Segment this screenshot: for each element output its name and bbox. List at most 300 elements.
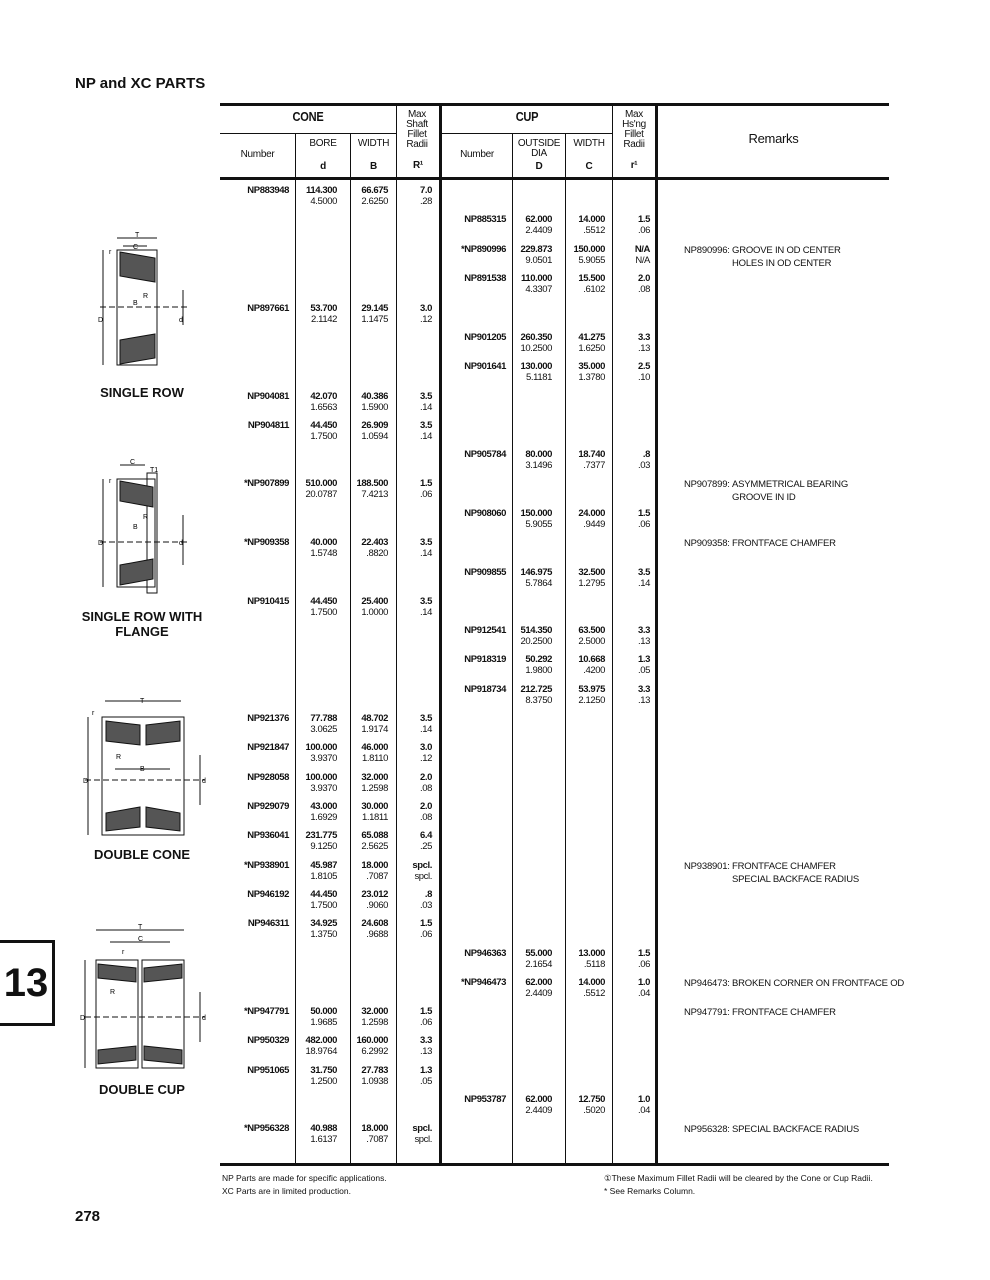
cone-width-cell <box>361 801 388 823</box>
remark <box>684 244 841 270</box>
housing-fillet-radius-mm: 1.0 <box>637 977 650 988</box>
cone-width-symbol: B <box>370 161 377 172</box>
cup-width-cell <box>578 273 605 295</box>
remark <box>684 537 836 550</box>
bore-mm: 231.775 <box>305 830 337 841</box>
remarks-header: Remarks <box>748 131 799 146</box>
cup-width-mm: 18.740 <box>578 449 605 460</box>
dim-label: r <box>109 249 112 256</box>
cone-width-cell <box>361 742 388 764</box>
shaft-fillet-radius-cell <box>420 478 432 500</box>
cup-number: NP912541 <box>464 625 506 636</box>
dim-label: T1 <box>150 467 159 474</box>
housing-fillet-symbol: r¹ <box>630 160 638 171</box>
bore-cell <box>310 918 337 940</box>
dim-label: T <box>138 924 143 931</box>
cup-number: NP918734 <box>464 684 506 695</box>
cup-width-header: WIDTH <box>573 138 605 149</box>
shaft-fillet-radius-inch: .14 <box>419 402 432 413</box>
shaft-fillet-radius-mm: 1.5 <box>419 478 432 489</box>
remark-text: HOLES IN OD CENTER <box>732 258 832 269</box>
bore-cell <box>310 391 337 413</box>
diagram-label: DOUBLE CUP <box>99 1082 185 1097</box>
cone-width-cell <box>356 1035 388 1057</box>
column-divider <box>396 104 397 1165</box>
shaft-fillet-radius-mm: 3.5 <box>419 391 432 402</box>
shaft-fillet-radius-inch: .14 <box>419 431 432 442</box>
outside-dia-cell <box>520 625 552 647</box>
remark-text: FRONTFACE CHAMFER <box>732 538 836 549</box>
bore-cell <box>310 1065 337 1087</box>
shaft-fillet-radius-inch: .25 <box>419 841 432 852</box>
cup-number: NP908060 <box>464 508 506 519</box>
outside-dia-cell <box>525 1094 552 1116</box>
housing-fillet-radius-cell <box>638 332 650 354</box>
single-row-flange-bearing-diagram <box>95 455 195 605</box>
housing-fillet-radius-cell <box>638 1094 650 1116</box>
cup-width-cell <box>573 244 605 266</box>
outside-dia-header: OUTSIDE DIA <box>517 138 561 159</box>
outside-dia-inch: 9.0501 <box>525 255 552 266</box>
cup-width-cell <box>578 684 605 706</box>
cup-number: NP885315 <box>464 214 506 225</box>
cone-width-inch: 1.0000 <box>361 607 388 618</box>
outside-dia-inch: 2.4409 <box>525 225 552 236</box>
bore-symbol: d <box>320 161 326 172</box>
cup-width-mm: 32.500 <box>578 567 605 578</box>
dim-label: r <box>122 949 125 956</box>
cup-width-cell <box>578 625 605 647</box>
shaft-fillet-radius-cell <box>420 391 432 413</box>
shaft-fillet-radius-inch: .14 <box>419 548 432 559</box>
shaft-fillet-radius-mm: 1.3 <box>419 1065 432 1076</box>
cone-width-mm: 29.145 <box>361 303 388 314</box>
dim-label: R <box>143 293 149 300</box>
remark-part-number: NP909358: <box>684 538 730 549</box>
outside-dia-mm: 62.000 <box>525 977 552 988</box>
cup-width-inch: .5020 <box>583 1105 605 1116</box>
shaft-fillet-radius-inch: spcl. <box>414 1134 432 1145</box>
cup-number: *NP890996 <box>461 244 506 255</box>
outside-dia-mm: 110.000 <box>520 273 552 284</box>
cone-width-inch: 1.0594 <box>361 431 388 442</box>
cup-width-mm: 63.500 <box>578 625 605 636</box>
outside-dia-inch: 4.3307 <box>525 284 552 295</box>
column-divider <box>295 134 296 1164</box>
housing-fillet-radius-inch: .14 <box>637 578 650 589</box>
cone-width-inch: 1.2598 <box>361 783 388 794</box>
bore-inch: 18.9764 <box>305 1046 337 1057</box>
bore-mm: 44.450 <box>310 420 337 431</box>
cone-number: NP946192 <box>247 889 289 900</box>
cone-number: NP951065 <box>247 1065 289 1076</box>
housing-fillet-radius-inch: N/A <box>635 255 650 266</box>
outside-dia-inch: 5.9055 <box>525 519 552 530</box>
housing-fillet-radius-cell <box>638 273 650 295</box>
bore-inch: 1.6563 <box>310 402 337 413</box>
double-cup-bearing-diagram <box>80 922 210 1077</box>
cone-number: NP904811 <box>247 420 289 431</box>
bore-inch: 9.1250 <box>310 841 337 852</box>
cone-width-cell <box>361 303 388 325</box>
bore-inch: 20.0787 <box>305 489 337 500</box>
remark <box>684 1006 836 1019</box>
outside-dia-mm: 150.000 <box>520 508 552 519</box>
cup-width-inch: .5512 <box>583 225 605 236</box>
cone-width-cell <box>361 889 388 911</box>
bore-cell <box>310 1123 337 1145</box>
outside-dia-cell <box>520 684 552 706</box>
remark-text: GROOVE IN OD CENTER <box>732 245 841 256</box>
cup-width-inch: .4200 <box>583 665 605 676</box>
cone-number: NP921376 <box>247 713 289 724</box>
cup-number: NP953787 <box>464 1094 506 1105</box>
bore-mm: 31.750 <box>310 1065 337 1076</box>
cup-width-symbol: C <box>585 161 593 172</box>
housing-fillet-radius-mm: 1.5 <box>637 948 650 959</box>
cup-width-mm: 14.000 <box>578 214 605 225</box>
remark-part-number: NP938901: <box>684 861 730 872</box>
bore-inch: 3.9370 <box>310 753 337 764</box>
dim-label: d <box>202 1015 206 1022</box>
bore-cell <box>310 303 337 325</box>
shaft-fillet-radius-mm: 3.5 <box>419 596 432 607</box>
cone-number: NP936041 <box>247 830 289 841</box>
housing-fillet-radius-cell <box>638 654 650 676</box>
bore-inch: 4.5000 <box>310 196 337 207</box>
remark-text: GROOVE IN ID <box>732 492 796 503</box>
bore-cell <box>310 1006 337 1028</box>
dim-label: d <box>202 778 206 785</box>
shaft-fillet-radius-inch: .08 <box>419 783 432 794</box>
dim-label: C <box>138 936 144 943</box>
bore-mm: 42.070 <box>310 391 337 402</box>
shaft-fillet-radius-inch: .06 <box>419 489 432 500</box>
bore-mm: 40.000 <box>310 537 337 548</box>
cone-number: *NP909358 <box>244 537 289 548</box>
housing-fillet-radius-mm: 3.3 <box>637 332 650 343</box>
cup-width-inch: .6102 <box>583 284 605 295</box>
shaft-fillet-radius-inch: .14 <box>419 724 432 735</box>
bore-cell <box>305 772 337 794</box>
cone-width-mm: 18.000 <box>361 1123 388 1134</box>
shaft-fillet-radius-mm: spcl. <box>412 1123 432 1134</box>
shaft-fillet-radius-mm: 3.5 <box>419 420 432 431</box>
cone-width-inch: 1.9174 <box>361 724 388 735</box>
page-title: NP and XC PARTS <box>75 75 206 92</box>
cup-number-header: Number <box>460 149 494 160</box>
bore-inch: 1.5748 <box>310 548 337 559</box>
column-divider <box>612 104 613 1165</box>
cup-width-cell <box>578 508 605 530</box>
bore-mm: 45.987 <box>310 860 337 871</box>
footnote-line: NP Parts are made for specific applications. <box>222 1173 387 1183</box>
bore-mm: 40.988 <box>310 1123 337 1134</box>
table-bottom-rule <box>220 1163 889 1166</box>
dim-label: D <box>80 1015 86 1022</box>
outside-dia-mm: 229.873 <box>520 244 552 255</box>
cone-number: NP883948 <box>247 185 289 196</box>
cup-width-inch: 2.1250 <box>578 695 605 706</box>
bore-mm: 510.000 <box>305 478 337 489</box>
shaft-fillet-radius-mm: spcl. <box>412 860 432 871</box>
shaft-fillet-radius-mm: 1.5 <box>419 918 432 929</box>
dim-label: C <box>130 459 136 466</box>
cup-width-cell <box>578 332 605 354</box>
housing-fillet-radius-cell <box>638 684 650 706</box>
bore-inch: 1.6137 <box>310 1134 337 1145</box>
column-divider <box>565 134 566 1164</box>
dim-label: R <box>116 754 122 761</box>
remark-text: ASYMMETRICAL BEARING <box>732 479 849 490</box>
outside-dia-mm: 514.350 <box>520 625 552 636</box>
column-divider <box>512 134 513 1164</box>
cone-number: NP921847 <box>247 742 289 753</box>
cone-width-mm: 26.909 <box>361 420 388 431</box>
shaft-fillet-radius-inch: .05 <box>419 1076 432 1087</box>
remark-text: BROKEN CORNER ON FRONTFACE OD <box>732 978 905 989</box>
cone-width-inch: 2.5625 <box>361 841 388 852</box>
cup-width-cell <box>578 1094 605 1116</box>
cup-width-inch: .9449 <box>583 519 605 530</box>
cone-width-inch: 1.1475 <box>361 314 388 325</box>
cone-width-inch: 7.4213 <box>361 489 388 500</box>
bore-cell <box>310 801 337 823</box>
cup-width-cell <box>578 948 605 970</box>
shaft-fillet-radius-mm: 3.5 <box>419 537 432 548</box>
shaft-fillet-radius-cell <box>420 801 432 823</box>
cone-number-header: Number <box>240 149 275 160</box>
cone-width-header: WIDTH <box>357 138 390 149</box>
cone-width-cell <box>361 391 388 413</box>
outside-dia-mm: 50.292 <box>525 654 552 665</box>
footnote-line: ①These Maximum Fillet Radii will be cleared by the Cone or Cup Radii. <box>604 1173 873 1183</box>
remark-text: SPECIAL BACKFACE RADIUS <box>732 1124 860 1135</box>
shaft-fillet-radius-inch: .13 <box>419 1046 432 1057</box>
outside-dia-cell <box>525 948 552 970</box>
outside-dia-cell <box>525 214 552 236</box>
housing-fillet-radius-mm: 2.0 <box>637 273 650 284</box>
remark-part-number: NP907899: <box>684 479 730 490</box>
dim-label: T <box>140 698 145 705</box>
shaft-fillet-radius-cell <box>420 537 432 559</box>
od-symbol: D <box>535 161 543 172</box>
housing-fillet-radius-mm: 1.0 <box>637 1094 650 1105</box>
outside-dia-cell <box>520 508 552 530</box>
cone-width-cell <box>356 478 388 500</box>
dim-label: d <box>179 540 183 547</box>
housing-fillet-radius-cell <box>638 948 650 970</box>
outside-dia-inch: 3.1496 <box>525 460 552 471</box>
cone-number: NP929079 <box>247 801 289 812</box>
bore-mm: 114.300 <box>305 185 337 196</box>
table-top-rule <box>220 103 889 106</box>
shaft-fillet-radius-mm: 2.0 <box>419 772 432 783</box>
bore-header: BORE <box>309 138 337 149</box>
bore-inch: 2.1142 <box>311 314 337 325</box>
cup-width-inch: 1.3780 <box>578 372 605 383</box>
outside-dia-cell <box>521 273 552 295</box>
cone-width-cell <box>361 1006 388 1028</box>
cone-width-mm: 32.000 <box>361 1006 388 1017</box>
housing-fillet-radius-inch: .04 <box>637 1105 650 1116</box>
shaft-fillet-radius-mm: 3.3 <box>419 1035 432 1046</box>
housing-fillet-radius-mm: 1.3 <box>637 654 650 665</box>
dim-label: T <box>135 232 140 239</box>
outside-dia-cell <box>525 977 552 999</box>
remark <box>684 1123 859 1136</box>
shaft-fillet-radius-inch: spcl. <box>414 871 432 882</box>
cup-header: CUP <box>515 109 539 124</box>
cup-number: NP946363 <box>464 948 506 959</box>
cone-width-mm: 27.783 <box>361 1065 388 1076</box>
bore-mm: 34.925 <box>310 918 337 929</box>
max-shaft-fillet-header: Max Shaft Fillet Radii <box>406 109 428 150</box>
cup-width-inch: 5.9055 <box>578 255 605 266</box>
cup-width-mm: 150.000 <box>573 244 605 255</box>
footnote-line: XC Parts are in limited production. <box>222 1186 351 1196</box>
cone-width-mm: 160.000 <box>356 1035 388 1046</box>
bore-mm: 53.700 <box>310 303 337 314</box>
shaft-fillet-radius-inch: .12 <box>419 753 432 764</box>
shaft-fillet-radius-mm: 7.0 <box>419 185 432 196</box>
cup-number: NP905784 <box>464 449 506 460</box>
cone-width-inch: 2.6250 <box>361 196 388 207</box>
cup-number: NP891538 <box>464 273 506 284</box>
cone-width-cell <box>361 713 388 735</box>
cone-width-cell <box>361 185 388 207</box>
footnote-right <box>604 1172 873 1198</box>
cone-width-cell <box>361 537 388 559</box>
column-divider <box>350 134 351 1164</box>
cone-width-inch: 1.2598 <box>361 1017 388 1028</box>
cup-width-mm: 53.975 <box>578 684 605 695</box>
bore-cell <box>310 713 337 735</box>
bore-cell <box>305 830 337 852</box>
outside-dia-inch: 10.2500 <box>520 343 552 354</box>
bore-mm: 100.000 <box>305 772 337 783</box>
shaft-fillet-radius-mm: 3.0 <box>419 742 432 753</box>
outside-dia-cell <box>520 567 552 589</box>
cone-number: NP946311 <box>247 918 289 929</box>
cup-width-mm: 10.668 <box>578 654 605 665</box>
cup-width-cell <box>578 361 605 383</box>
shaft-fillet-radius-cell <box>420 303 432 325</box>
cone-width-inch: 1.1811 <box>362 812 388 823</box>
cone-number: *NP938901 <box>244 860 289 871</box>
cone-width-inch: 6.2992 <box>361 1046 388 1057</box>
dim-label: B <box>133 300 138 307</box>
cone-width-inch: 1.0938 <box>361 1076 388 1087</box>
cup-number: NP901205 <box>464 332 506 343</box>
shaft-fillet-radius-cell <box>420 1065 432 1087</box>
dim-label: C <box>133 244 139 251</box>
shaft-fillet-radius-mm: 1.5 <box>419 1006 432 1017</box>
shaft-fillet-radius-inch: .03 <box>419 900 432 911</box>
cone-number: NP904081 <box>247 391 289 402</box>
outside-dia-mm: 212.725 <box>520 684 552 695</box>
remark-part-number: NP890996: <box>684 245 730 256</box>
shaft-fillet-radius-cell <box>420 596 432 618</box>
dim-label: B <box>133 524 138 531</box>
shaft-fillet-radius-cell <box>412 860 432 882</box>
diagram-label: DOUBLE CONE <box>93 847 191 862</box>
shaft-fillet-radius-cell <box>420 1035 432 1057</box>
cone-width-cell <box>361 420 388 442</box>
outside-dia-cell <box>520 244 552 266</box>
outside-dia-inch: 2.1654 <box>525 959 552 970</box>
housing-fillet-radius-inch: .13 <box>637 343 650 354</box>
outside-dia-inch: 20.2500 <box>520 636 552 647</box>
outside-dia-inch: 2.4409 <box>525 988 552 999</box>
dim-label: B <box>140 766 145 773</box>
cone-width-inch: .7087 <box>366 1134 388 1145</box>
cone-width-cell <box>361 772 388 794</box>
cone-number: *NP956328 <box>244 1123 289 1134</box>
shaft-fillet-radius-cell <box>412 1123 432 1145</box>
cone-width-cell <box>361 596 388 618</box>
outside-dia-mm: 130.000 <box>520 361 552 372</box>
cone-width-cell <box>361 918 388 940</box>
diagram-label: SINGLE ROW <box>100 385 184 400</box>
bore-cell <box>305 742 337 764</box>
diagram-label: SINGLE ROW WITH FLANGE <box>81 609 203 639</box>
outside-dia-inch: 5.1181 <box>526 372 552 383</box>
cone-width-mm: 46.000 <box>361 742 388 753</box>
outside-dia-cell <box>525 449 552 471</box>
cone-width-inch: .9060 <box>366 900 388 911</box>
housing-fillet-radius-mm: 2.5 <box>637 361 650 372</box>
shaft-fillet-radius-mm: 3.5 <box>419 713 432 724</box>
outside-dia-inch: 8.3750 <box>525 695 552 706</box>
cup-width-cell <box>578 214 605 236</box>
cone-width-mm: 66.675 <box>361 185 388 196</box>
section-tab: 13 <box>0 940 55 1026</box>
cup-width-mm: 15.500 <box>578 273 605 284</box>
shaft-fillet-radius-cell <box>420 830 432 852</box>
footnote-left <box>222 1172 387 1198</box>
cup-number: *NP946473 <box>461 977 506 988</box>
cone-width-mm: 23.012 <box>361 889 388 900</box>
cone-width-mm: 30.000 <box>361 801 388 812</box>
cone-width-mm: 25.400 <box>361 596 388 607</box>
cone-width-mm: 22.403 <box>361 537 388 548</box>
bore-inch: 1.7500 <box>310 431 337 442</box>
outside-dia-mm: 55.000 <box>525 948 552 959</box>
bore-mm: 44.450 <box>310 596 337 607</box>
housing-fillet-radius-inch: .04 <box>637 988 650 999</box>
bore-inch: 3.9370 <box>310 783 337 794</box>
housing-fillet-radius-inch: .06 <box>637 519 650 530</box>
dim-label: r <box>109 478 112 485</box>
cup-width-cell <box>578 567 605 589</box>
housing-fillet-radius-inch: .13 <box>637 695 650 706</box>
cone-width-mm: 18.000 <box>361 860 388 871</box>
shaft-fillet-radius-cell <box>420 918 432 940</box>
cone-number: NP950329 <box>247 1035 289 1046</box>
outside-dia-inch: 1.9800 <box>525 665 552 676</box>
housing-fillet-radius-inch: .06 <box>637 225 650 236</box>
double-cone-bearing-diagram <box>80 695 210 845</box>
bore-inch: 1.8105 <box>310 871 337 882</box>
cup-width-inch: 1.6250 <box>578 343 605 354</box>
cone-width-cell <box>361 1065 388 1087</box>
dim-label: D <box>98 317 104 324</box>
cone-number: NP897661 <box>247 303 289 314</box>
cone-width-inch: .9688 <box>366 929 388 940</box>
housing-fillet-radius-mm: N/A <box>634 244 650 255</box>
housing-fillet-radius-cell <box>638 567 650 589</box>
